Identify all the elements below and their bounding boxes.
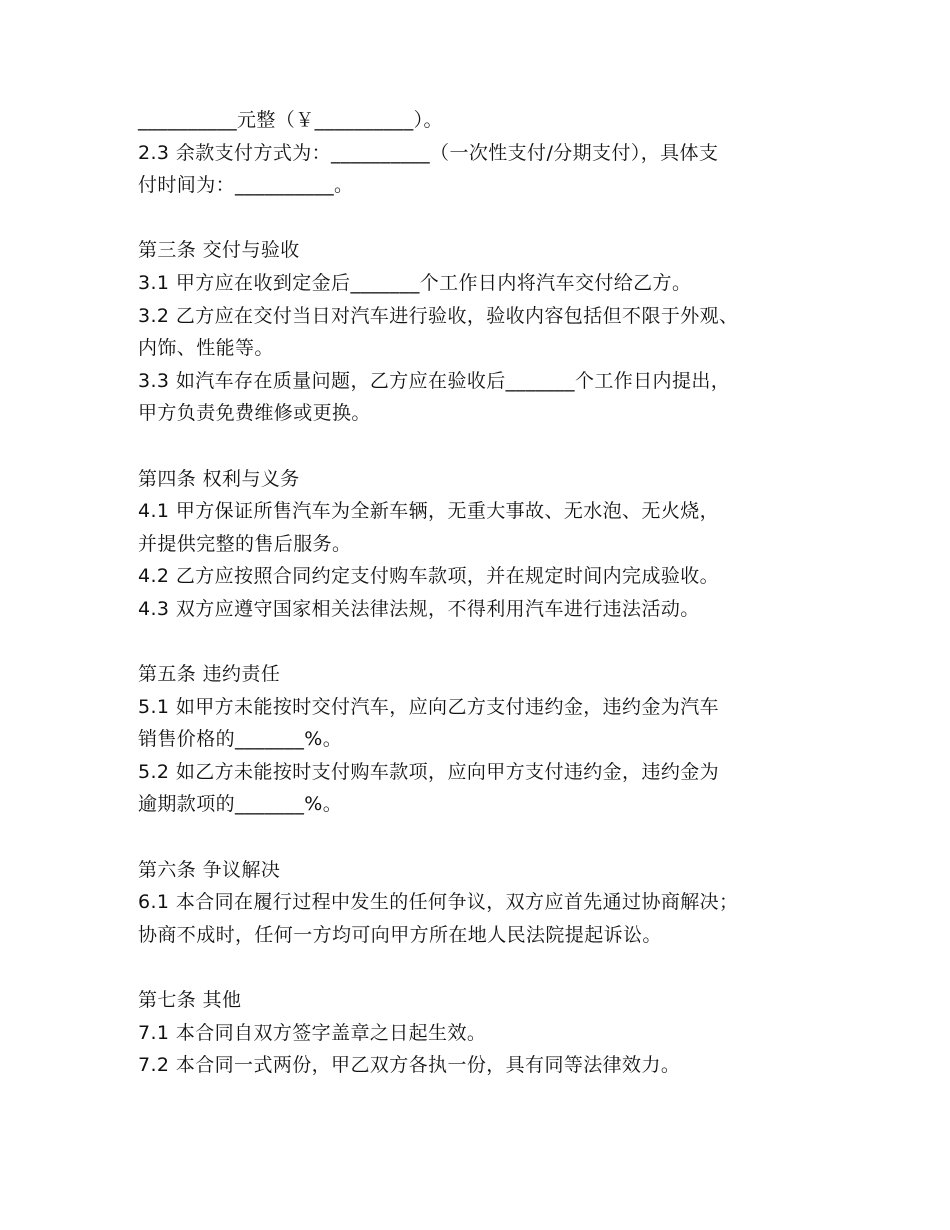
clause-3-1 [138, 267, 858, 300]
clause-4-2-line: 4.2 乙方应按照合同约定支付购车款项，并在规定时间内完成验收。 [138, 565, 720, 588]
clause-2-2-amount-line-line: __________元整（￥__________）。 [138, 109, 443, 131]
clause-3-3-line: 甲方负责免费维修或更换。 [138, 402, 371, 425]
clause-3-3 [138, 365, 858, 430]
clause-7-1-line: 7.1 本合同自双方签字盖章之日起生效。 [138, 1021, 487, 1044]
article-7-heading-line: 第七条 其他 [138, 989, 242, 1012]
clause-7-2 [138, 1049, 858, 1082]
article-5-heading-line: 第五条 违约责任 [138, 663, 281, 686]
clause-5-1-line: 5.1 如甲方未能按时交付汽车，应向乙方支付违约金，违约金为汽车 [138, 695, 720, 718]
paragraph-spacer [138, 821, 858, 854]
clause-3-1-line: 3.1 甲方应在收到定金后_______个工作日内将汽车交付给乙方。 [138, 271, 692, 294]
clause-7-1 [138, 1017, 858, 1050]
contract-body [138, 104, 858, 1082]
clause-2-3-line: 2.3 余款支付方式为：__________（一次性支付/分期支付），具体支 [138, 141, 719, 164]
paragraph-spacer [138, 626, 858, 659]
clause-2-3 [138, 137, 858, 202]
paragraph-spacer [138, 951, 858, 984]
article-4-heading-line: 第四条 权利与义务 [138, 467, 300, 490]
clause-5-1 [138, 691, 858, 756]
article-5-heading [138, 658, 858, 691]
clause-2-3-line: 付时间为：__________。 [138, 174, 354, 197]
clause-6-1-line: 6.1 本合同在履行过程中发生的任何争议，双方应首先通过协商解决； [138, 891, 739, 914]
clause-4-1-line: 并提供完整的售后服务。 [138, 532, 352, 555]
article-3-heading-line: 第三条 交付与验收 [138, 239, 300, 262]
clause-5-2 [138, 756, 858, 821]
article-6-heading [138, 854, 858, 887]
clause-4-1 [138, 495, 858, 560]
clause-5-2-line: 逾期款项的_______%。 [138, 793, 343, 816]
article-6-heading-line: 第六条 争议解决 [138, 858, 281, 881]
clause-3-2 [138, 300, 858, 365]
article-4-heading [138, 463, 858, 496]
clause-5-2-line: 5.2 如乙方未能按时支付购车款项，应向甲方支付违约金，违约金为 [138, 760, 720, 783]
article-3-heading [138, 234, 858, 267]
clause-4-2 [138, 560, 858, 593]
clause-3-2-line: 3.2 乙方应在交付当日对汽车进行验收，验收内容包括但不限于外观、 [138, 304, 739, 327]
paragraph-spacer [138, 430, 858, 463]
clause-5-1-line: 销售价格的_______%。 [138, 728, 343, 751]
clause-2-2-amount-line [138, 104, 858, 137]
clause-4-3 [138, 593, 858, 626]
paragraph-spacer [138, 202, 858, 235]
clause-3-2-line: 内饰、性能等。 [138, 337, 274, 360]
clause-4-1-line: 4.1 甲方保证所售汽车为全新车辆，无重大事故、无水泡、无火烧， [138, 500, 720, 523]
clause-6-1-line: 协商不成时，任何一方均可向甲方所在地人民法院提起诉讼。 [138, 923, 662, 946]
clause-6-1 [138, 886, 858, 951]
article-7-heading [138, 984, 858, 1017]
clause-3-3-line: 3.3 如汽车存在质量问题，乙方应在验收后_______个工作日内提出， [138, 369, 731, 392]
clause-7-2-line: 7.2 本合同一式两份，甲乙双方各执一份，具有同等法律效力。 [138, 1054, 681, 1077]
clause-4-3-line: 4.3 双方应遵守国家相关法律法规，不得利用汽车进行违法活动。 [138, 597, 700, 620]
